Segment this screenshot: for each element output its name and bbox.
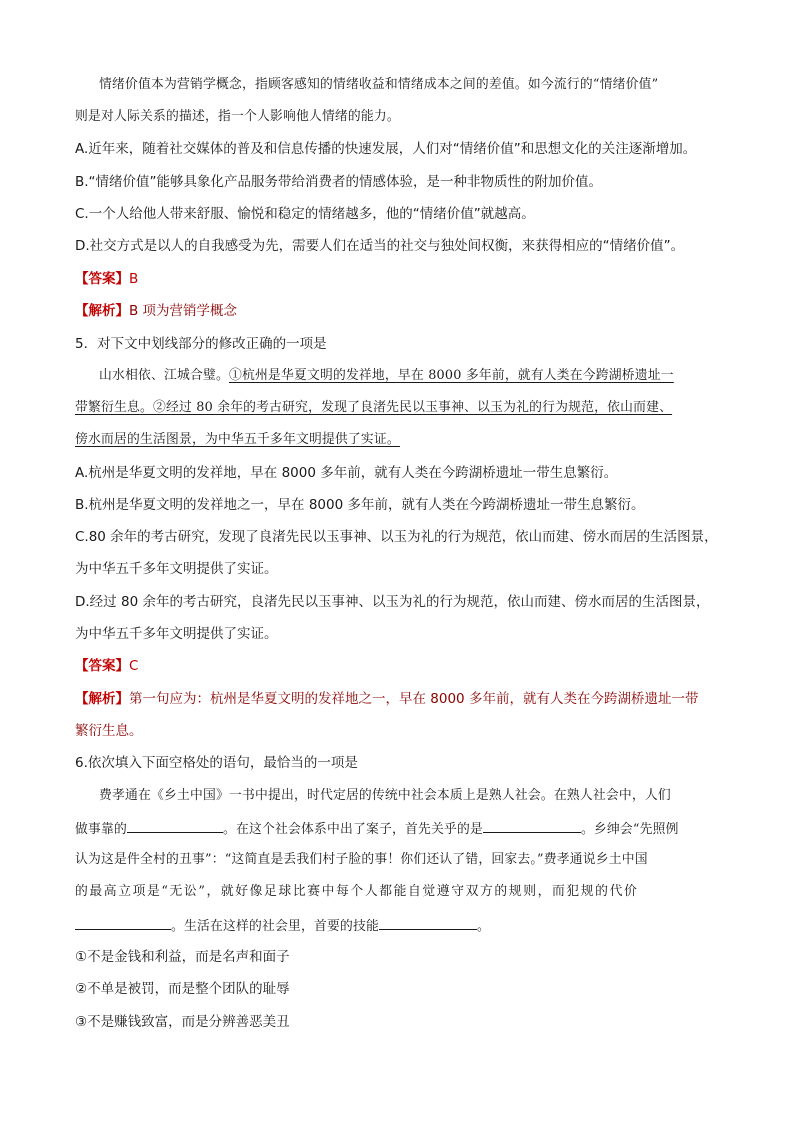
q6-text: 。在这个社会体系中出了案子，首先关乎的是 xyxy=(223,822,483,837)
q4-analysis xyxy=(75,303,237,319)
q5-analysis-line2: 繁衍生息。 xyxy=(75,723,143,739)
q5-passage-underlined: ①杭州是华夏文明的发祥地，早在 8000 多年前，就有人类在今跨湖桥遗址一 xyxy=(228,368,674,383)
q6-stem: 6.依次填入下面空格处的语句，最恰当的一项是 xyxy=(75,755,358,771)
q6-text: 。 xyxy=(476,919,490,934)
q6-text: 做事靠的 xyxy=(75,822,127,837)
blank-4 xyxy=(379,917,477,930)
q6-text: 。生活在这样的社会里，首要的技能 xyxy=(171,919,379,934)
q4-answer xyxy=(75,271,138,287)
q4-option-c: C.一个人给他人带来舒服、愉悦和稳定的情绪越多，他的“情绪价值”就越高。 xyxy=(75,206,535,222)
q5-passage-plain: 山水相依、江城合璧。 xyxy=(99,368,229,383)
answer-value: C xyxy=(129,658,139,674)
blank-3 xyxy=(75,917,171,930)
answer-tag: 【答案】 xyxy=(75,271,129,287)
q5-passage-line2: 带繁衍生息。②经过 80 余年的考古研究，发现了良渚先民以玉事神、以玉为礼的行为规范，依山而建、 xyxy=(75,400,673,415)
q6-text: 。乡绅会“先照例 xyxy=(580,822,679,837)
q6-passage-line3: 认为这是件全村的丑事”：“这简直是丢我们村子脸的事！你们还认了错，回家去。”费孝通说乡土中国 xyxy=(75,852,648,867)
q5-option-c-line1: C.80 余年的考古研究，发现了良渚先民以玉事神、以玉为礼的行为规范，依山而建、傍水而居的生活图景， xyxy=(75,529,718,545)
q5-passage-line3: 傍水而居的生活图景，为中华五千多年文明提供了实证。 xyxy=(75,432,400,447)
analysis-text: 第一句应为：杭州是华夏文明的发祥地之一，早在 8000 多年前，就有人类在今跨湖桥遗址一带 xyxy=(129,691,699,707)
q5-stem: 5．对下文中划线部分的修改正确的一项是 xyxy=(75,336,327,352)
q5-option-d-line1: D.经过 80 余年的考古研究，良渚先民以玉事神、以玉为礼的行为规范，依山而建、傍水而居的生活图景， xyxy=(75,594,710,610)
q4-option-d: D.社交方式是以人的自我感受为先，需要人们在适当的社交与独处间权衡，来获得相应的“情绪价值”。 xyxy=(75,238,685,254)
analysis-tag: 【解析】 xyxy=(75,691,129,707)
q6-passage-line5 xyxy=(75,917,490,935)
q5-analysis-line1 xyxy=(75,691,698,707)
blank-2 xyxy=(483,820,581,833)
analysis-text: B 项为营销学概念 xyxy=(129,303,238,319)
q5-option-a: A.杭州是华夏文明的发祥地，早在 8000 多年前，就有人类在今跨湖桥遗址一带生息繁衍。 xyxy=(75,465,618,481)
q6-choice-1: ①不是金钱和利益，而是名声和面子 xyxy=(75,949,290,965)
q4-option-a: A.近年来，随着社交媒体的普及和信息传播的快速发展，人们对“情绪价值”和思想文化的关注逐渐增加。 xyxy=(75,141,697,157)
answer-tag: 【答案】 xyxy=(75,658,129,674)
q5-option-d-line2: 为中华五千多年文明提供了实证。 xyxy=(75,626,278,642)
passage4-line1: 情绪价值本为营销学概念，指顾客感知的情绪收益和情绪成本之间的差值。如今流行的“情绪价值” xyxy=(99,77,659,92)
q5-passage-line1 xyxy=(99,368,674,384)
q6-choice-2: ②不单是被罚，而是整个团队的耻辱 xyxy=(75,981,290,997)
q4-option-b: B.“情绪价值”能够具象化产品服务带给消费者的情感体验，是一种非物质性的附加价值。 xyxy=(75,174,603,190)
q6-passage-line1: 费孝通在《乡土中国》一书中提出，时代定居的传统中社会本质上是熟人社会。在熟人社会中，人们 xyxy=(99,788,671,803)
answer-value: B xyxy=(129,271,139,287)
q5-option-b: B.杭州是华夏文明的发祥地之一，早在 8000 多年前，就有人类在今跨湖桥遗址一带生息繁衍。 xyxy=(75,497,645,513)
q6-passage-line2 xyxy=(75,820,679,838)
q6-passage-line4: 的最高立项是“无讼”，就好像足球比赛中每个人都能自觉遵守双方的规则，而犯规的代价 xyxy=(75,884,639,899)
q5-option-c-line2: 为中华五千多年文明提供了实证。 xyxy=(75,561,278,577)
q6-choice-3: ③不是赚钱致富，而是分辨善恶美丑 xyxy=(75,1014,290,1030)
passage4-line2: 则是对人际关系的描述，指一个人影响他人情绪的能力。 xyxy=(75,109,400,124)
q5-answer xyxy=(75,658,138,674)
analysis-tag: 【解析】 xyxy=(75,303,129,319)
blank-1 xyxy=(127,820,223,833)
